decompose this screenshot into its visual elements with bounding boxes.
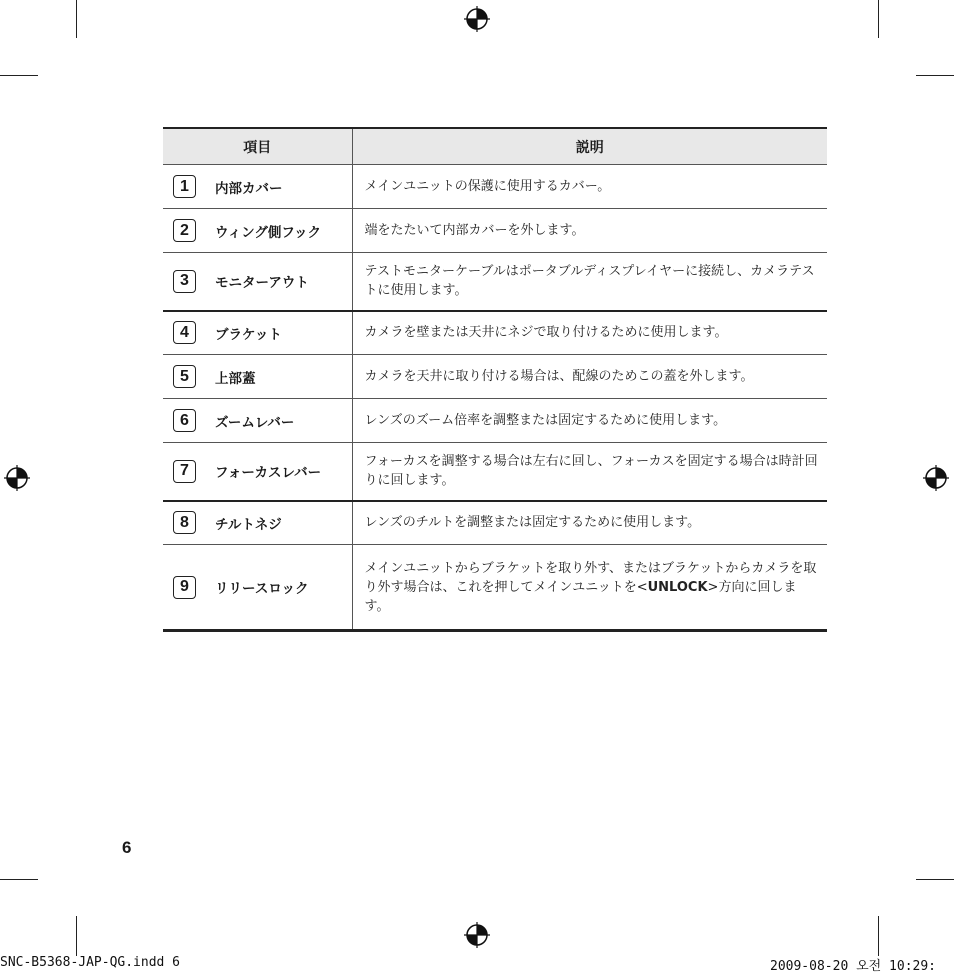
description-text: メインユニットからブラケットを取り外す、またはブラケットからカメラを取り外す場合は、これを押してメインユニットを<	[364, 560, 817, 595]
part-name: 上部蓋	[215, 370, 256, 387]
part-name: リリースロック	[215, 581, 309, 597]
description-cell	[352, 165, 827, 209]
part-description	[353, 554, 828, 621]
description-cell	[352, 355, 827, 399]
registration-mark-icon	[463, 921, 491, 949]
table-row	[163, 399, 827, 443]
part-description: 端をたたいて内部カバーを外します。	[364, 223, 585, 238]
registration-mark-icon	[3, 464, 31, 492]
crop-mark	[76, 0, 77, 38]
registration-mark-icon	[463, 5, 491, 33]
table-header-row	[163, 128, 827, 165]
description-cell	[352, 545, 827, 631]
table-row	[163, 253, 827, 311]
unlock-label: UNLOCK	[647, 579, 708, 595]
description-cell	[352, 311, 827, 355]
part-name: モニターアウト	[215, 275, 309, 292]
part-name: チルトネジ	[215, 516, 282, 533]
description-cell	[352, 443, 827, 501]
number-badge: 2	[173, 219, 196, 242]
part-description: カメラを天井に取り付ける場合は、配線のためこの蓋を外します。	[364, 369, 754, 384]
table-row	[163, 545, 827, 631]
footer-filename: SNC-B5368-JAP-QG.indd 6	[0, 955, 181, 970]
number-badge: 7	[173, 460, 196, 483]
table-row	[163, 501, 827, 545]
header-item: 項目	[163, 128, 352, 165]
number-badge: 4	[173, 321, 196, 344]
part-cell	[163, 355, 352, 399]
part-cell	[163, 545, 352, 631]
table-row	[163, 355, 827, 399]
part-name: ウィング側フック	[215, 224, 321, 241]
description-text: >方向に回します。	[364, 579, 797, 614]
description-cell	[352, 209, 827, 253]
crop-mark	[878, 916, 879, 956]
part-name: ブラケット	[215, 326, 282, 343]
crop-mark	[76, 916, 77, 956]
part-cell	[163, 399, 352, 443]
description-cell	[352, 253, 827, 311]
page-number: 6	[122, 838, 132, 857]
part-name: ズームレバー	[215, 414, 295, 431]
part-description: レンズのチルトを調整または固定するために使用します。	[364, 515, 701, 531]
part-description: カメラを壁または天井にネジで取り付けるために使用します。	[364, 325, 728, 341]
number-badge: 8	[173, 511, 196, 534]
crop-mark	[916, 879, 954, 880]
part-name: フォーカスレバー	[215, 465, 322, 482]
table-row	[163, 209, 827, 253]
part-name: 内部カバー	[215, 180, 283, 197]
part-cell	[163, 501, 352, 545]
part-description: テストモニターケーブルはポータブルディスプレイヤーに接続し、カメラテストに使用します。	[364, 264, 815, 299]
number-badge: 5	[173, 365, 196, 388]
description-cell	[352, 399, 827, 443]
part-cell	[163, 253, 352, 311]
crop-mark	[878, 0, 879, 38]
part-cell	[163, 443, 352, 501]
number-badge: 9	[173, 576, 196, 599]
number-badge: 6	[173, 409, 196, 432]
table-row	[163, 311, 827, 355]
table-row	[163, 443, 827, 501]
header-description: 説明	[352, 128, 827, 165]
number-badge: 3	[173, 270, 196, 293]
part-cell	[163, 209, 352, 253]
description-cell	[352, 501, 827, 545]
part-description: レンズのズーム倍率を調整または固定するために使用します。	[364, 413, 727, 428]
crop-mark	[0, 879, 38, 880]
part-description: フォーカスを調整する場合は左右に回し、フォーカスを固定する場合は時計回りに回します。	[364, 454, 818, 489]
part-cell	[163, 311, 352, 355]
part-description: メインユニットの保護に使用するカバー。	[364, 179, 611, 194]
parts-table	[163, 127, 827, 632]
footer-datetime: 2009-08-20 오전 10:29:	[770, 959, 936, 974]
crop-mark	[916, 75, 954, 76]
registration-mark-icon	[922, 464, 950, 492]
crop-mark	[0, 75, 38, 76]
part-cell	[163, 165, 352, 209]
table-row	[163, 165, 827, 209]
number-badge: 1	[173, 175, 196, 198]
